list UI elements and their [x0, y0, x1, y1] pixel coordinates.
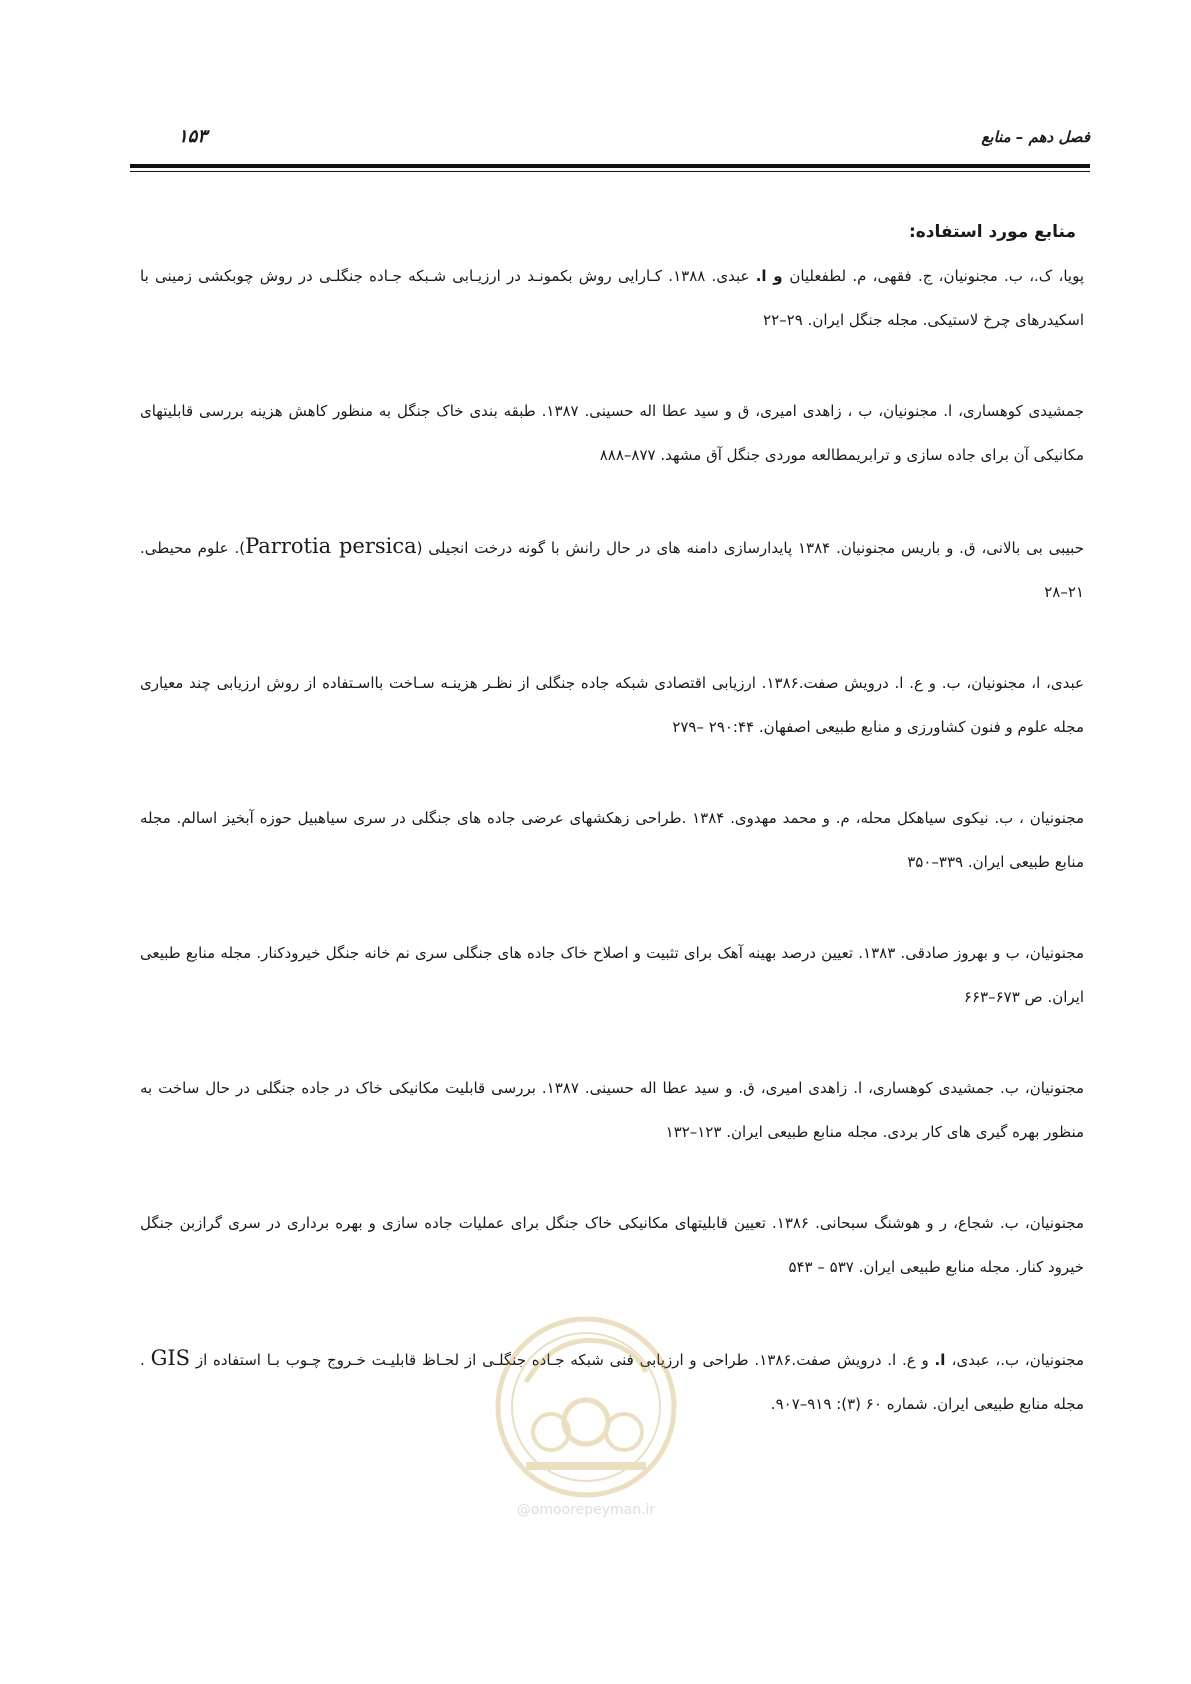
page-number: ۱۵۳: [178, 126, 208, 147]
reference-list: [140, 254, 1084, 1426]
reference-text-cont: عبدی. ۱۳۸۸. کـارایی روش بکمونـد در ارزیـابی شـبکه جـاده جنگلـی در روش چوبکشی زمینی با اسکیدرهای چرخ لاستیکی. مجله جنگل ایران. ۲۹–۲۲: [140, 267, 1084, 329]
reference-text-cont: و ع. ا. درویش صفت.۱۳۸۶. طراحی و ارزیابی فنی شبکه جـاده جنگلـی از لحـاظ قابلیـت خـروج چـوب بـا استفاده از: [190, 1351, 935, 1369]
reference-text: مجنونیان، ب. شجاع، ر و هوشنگ سبحانی. ۱۳۸۶. تعیین قابلیتهای مکانیکی خاک جنگل برای عملیات جاده سازی و بهره برداری در سری گرازبن جنگل خیرود کنار. مجله منابع طبیعی ایران. ۵۳۷ – ۵۴۳: [140, 1214, 1084, 1276]
reference-text: پویا، ک.، ب. مجنونیان، ج. فقهی، م. لطفعلیان: [789, 267, 1084, 285]
reference-entry: [140, 1066, 1084, 1154]
reference-text: مجنونیان ، ب. نیکوی سیاهکل محله، م. و محمد مهدوی. ۱۳۸۴ .طراحی زهکشهای عرضی جاده های جنگلی در سری سیاهبیل حوزه آبخیز اسالم. مجله منابع طبیعی ایران. ۳۳۹–۳۵۰: [140, 809, 1084, 871]
reference-text: مجنونیان، ب.، عبدی،: [951, 1351, 1085, 1369]
reference-entry: [140, 389, 1084, 477]
reference-entry: [140, 254, 1084, 342]
reference-text-tail: . مجله منابع طبیعی ایران. شماره ۶۰ (۳): ۹۱۹–۹۰۷.: [140, 1351, 1084, 1413]
header-rule-thin: [130, 171, 1090, 172]
reference-latin-term: Parrotia persica: [245, 534, 417, 558]
chapter-title: فصل دهم – منابع: [981, 128, 1090, 146]
reference-text-cont: ). علوم محیطی. ۲۱–۲۸: [140, 539, 1084, 601]
reference-entry: [140, 931, 1084, 1019]
page-header: [130, 128, 1090, 154]
reference-text: جمشیدی کوهساری، ا. مجنونیان، ب ، زاهدی امیری، ق و سید عطا اله حسینی. ۱۳۸۷. طبقه بندی خاک جنگل به منظور کاهش هزینه بررسی قابلیتهای مکانیکی آن برای جاده سازی و ترابریمطالعه موردی جنگل آق مشهد. ۸۷۷–۸۸۸: [140, 402, 1084, 464]
reference-entry: [140, 661, 1084, 749]
reference-text: حبیبی بی بالانی، ق. و باریس مجنونیان. ۱۳۸۴ پایدارسازی دامنه های در حال رانش با گونه درخت انجیلی (: [416, 539, 1084, 557]
reference-text: مجنونیان، ب. جمشیدی کوهساری، ا. زاهدی امیری، ق. و سید عطا اله حسینی. ۱۳۸۷. بررسی قابلیت مکانیکی خاک در جاده جنگلی در حال ساخت به منظور بهره گیری های کار بردی. مجله منابع طبیعی ایران. ۱۲۳–۱۳۲: [140, 1079, 1084, 1141]
reference-entry: [140, 1201, 1084, 1289]
header-rule-thick: [130, 164, 1090, 168]
reference-entry: [140, 524, 1084, 614]
watermark-site: @omoorepeyman.ir: [516, 1502, 656, 1518]
reference-text: عبدی، ا، مجنونیان، ب. و ع. ا. درویش صفت.۱۳۸۶. ارزیابی اقتصادی شبکه جاده جنگلی از نظـر هزینـه سـاخت بااسـتفاده از روش ارزیابی چند معیاری مجله علوم و فنون کشاورزی و منابع طبیعی اصفهان. ۲۹۰:۴۴ –۲۷۹: [140, 674, 1084, 736]
reference-latin-term: GIS: [150, 1346, 191, 1370]
watermark: [486, 1312, 686, 1522]
reference-text: مجنونیان، ب و بهروز صادقی. ۱۳۸۳. تعیین درصد بهینه آهک برای تثبیت و اصلاح خاک جاده های جنگلی سری نم خانه جنگل خیرودکنار. مجله منابع طبیعی ایران. ص ۶۷۳–۶۶۳: [140, 944, 1085, 1006]
reference-entry: [140, 796, 1084, 884]
references-section: [140, 218, 1084, 1473]
reference-author-bold: و ا.: [755, 267, 790, 285]
seal-logo-icon: [486, 1312, 686, 1502]
reference-author-bold: ا.: [934, 1351, 952, 1369]
section-title: منابع مورد استفاده:: [908, 222, 1076, 242]
